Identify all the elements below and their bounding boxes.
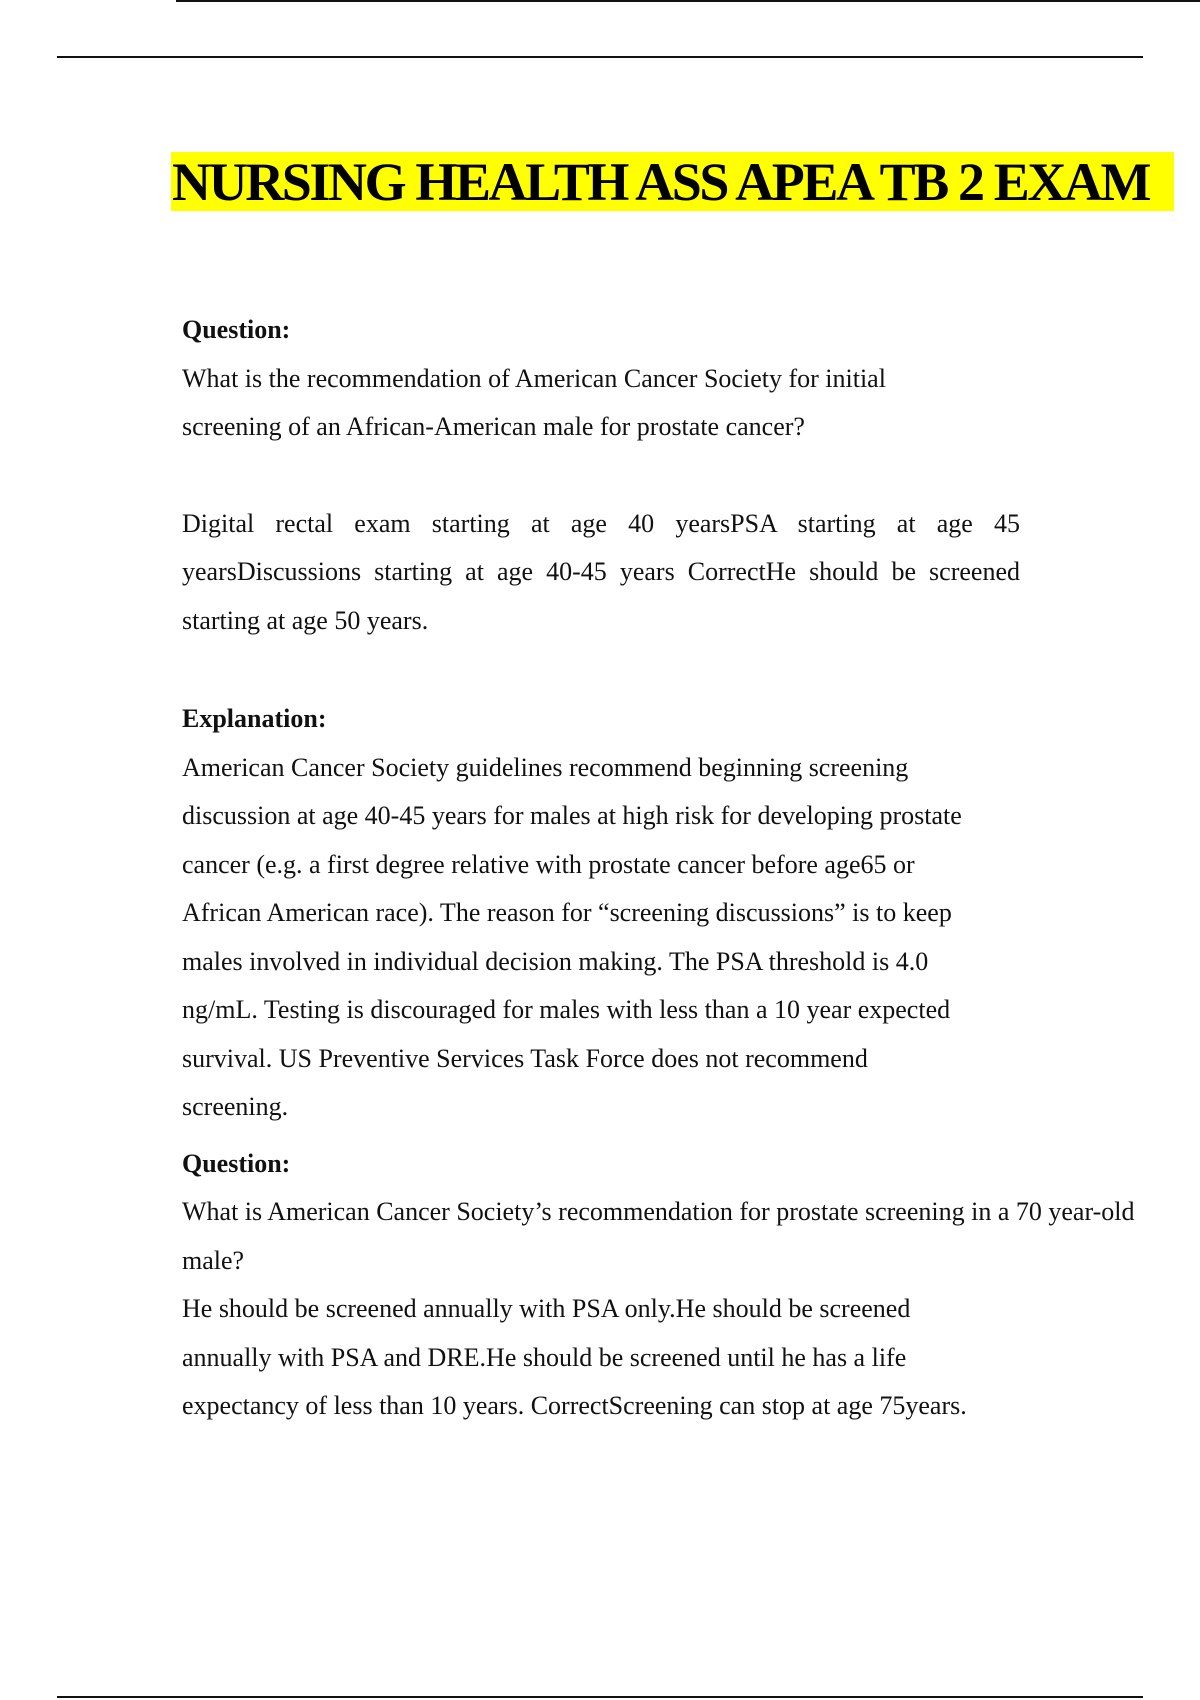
top-rule-long bbox=[57, 56, 1143, 58]
question-2-line: What is American Cancer Society’s recommendation for prostate screening in a 70 year-old bbox=[182, 1197, 1135, 1226]
question-2-line: male? bbox=[182, 1245, 245, 1275]
explanation-line: males involved in individual decision making. The PSA threshold is 4.0 bbox=[182, 946, 929, 976]
document-title: NURSING HEALTH ASS APEA TB 2 EXAM bbox=[172, 152, 1150, 212]
explanation-line: African American race). The reason for “screening discussions” is to keep bbox=[182, 898, 952, 927]
explanation-line: discussion at age 40-45 years for males at high risk for developing prostate bbox=[182, 801, 962, 830]
question-2-label: Question: bbox=[182, 1148, 291, 1178]
question-1-line: What is the recommendation of American Cancer Society for initial bbox=[182, 363, 886, 393]
title-highlight bbox=[171, 152, 1174, 211]
question-2-answer-line: annually with PSA and DRE.He should be screened until he has a life bbox=[182, 1342, 907, 1372]
question-2-answers bbox=[182, 1285, 1022, 1431]
explanation-line: screening. bbox=[182, 1092, 289, 1121]
question-1-line: screening of an African-American male for prostate cancer? bbox=[182, 412, 805, 441]
explanation-1-text bbox=[182, 744, 1022, 1132]
explanation-line: cancer (e.g. a first degree relative with prostate cancer before age65 or bbox=[182, 849, 915, 879]
explanation-1-label: Explanation: bbox=[182, 704, 327, 733]
question-2-answer-line: He should be screened annually with PSA only.He should be screened bbox=[182, 1294, 911, 1323]
explanation-line: ng/mL. Testing is discouraged for males with less than a 10 year expected bbox=[182, 995, 951, 1024]
question-1-text bbox=[182, 355, 1022, 452]
explanation-line: survival. US Preventive Services Task Force does not recommend bbox=[182, 1043, 868, 1073]
question-2-answer-line: expectancy of less than 10 years. CorrectScreening can stop at age 75years. bbox=[182, 1391, 967, 1420]
explanation-line: American Cancer Society guidelines recommend beginning screening bbox=[182, 752, 909, 782]
question-1-label: Question: bbox=[182, 315, 291, 344]
document-body bbox=[182, 306, 1135, 1431]
top-rule-short bbox=[176, 0, 1200, 2]
question-1-answers: Digital rectal exam starting at age 40 yearsPSA starting at age 45 yearsDiscussions starting at age 40-45 years CorrectHe should be screened starting at age 50 years. bbox=[182, 508, 1020, 635]
bottom-rule bbox=[57, 1696, 1143, 1698]
